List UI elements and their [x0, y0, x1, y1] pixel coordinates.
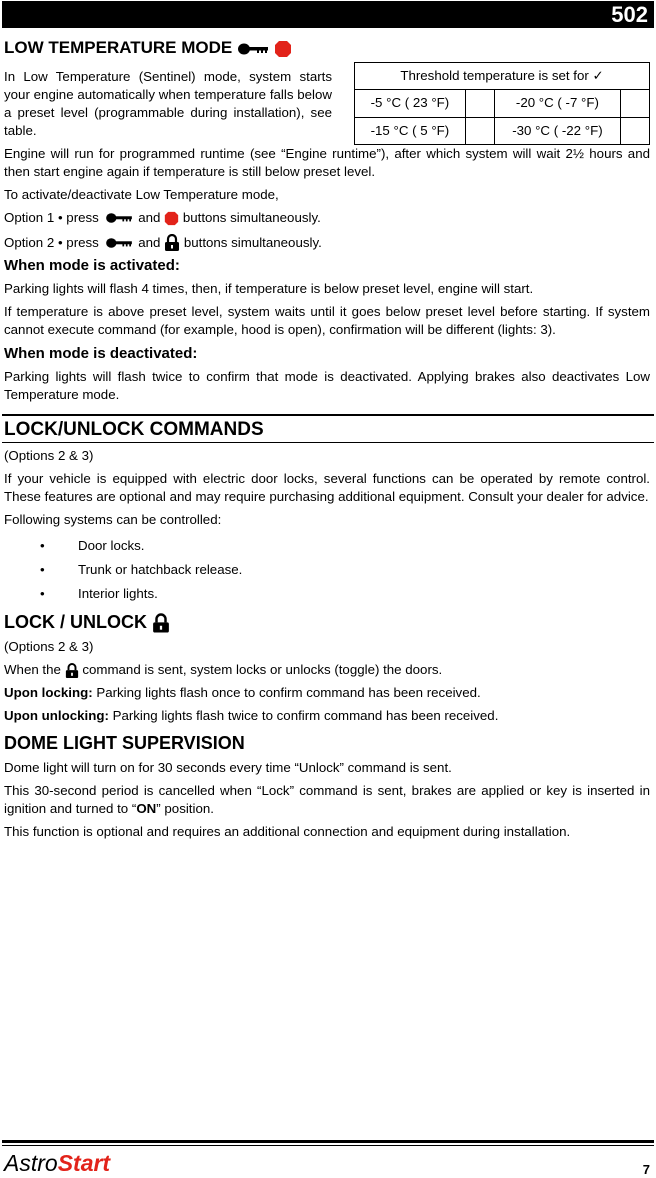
lock-commands-p2: Following systems can be controlled:	[4, 512, 222, 528]
upon-locking: Upon locking: Parking lights flash once to confirm command has been received.	[4, 685, 481, 701]
option2-line	[4, 234, 650, 252]
low-temp-title: LOW TEMPERATURE MODE	[4, 38, 650, 58]
lock-commands-options: (Options 2 & 3)	[4, 448, 94, 464]
lock-commands-title: LOCK/UNLOCK COMMANDS	[4, 419, 264, 441]
threshold-table-header: Threshold temperature is set for ✓	[355, 63, 650, 90]
lock-unlock-options: (Options 2 & 3)	[4, 639, 94, 655]
key-icon	[103, 212, 135, 224]
section-divider	[2, 414, 654, 443]
page-content	[4, 38, 650, 846]
dome-p1: Dome light will turn on for 30 seconds every time “Unlock” command is sent.	[4, 760, 452, 776]
activated-p1: Parking lights will flash 4 times, then, if temperature is below preset level, engine will start.	[4, 281, 534, 297]
key-icon	[103, 237, 135, 249]
table-cell: -5 °C ( 23 °F)	[355, 90, 466, 117]
list-item: • Door locks.	[4, 534, 650, 558]
low-temp-intro	[4, 68, 650, 145]
list-item: • Interior lights.	[4, 582, 650, 606]
lock-commands-p1: If your vehicle is equipped with electric door locks, several functions can be operated by remote control. These features are optional and may require purchasing additional equipment. Consult your dealer for advice.	[4, 471, 650, 505]
checkbox-cell	[465, 117, 494, 144]
option1-tail: buttons simultaneously.	[182, 210, 321, 225]
activate-text: To activate/deactivate Low Temperature mode,	[4, 187, 279, 202]
controllable-systems-list	[4, 534, 650, 606]
dome-title: DOME LIGHT SUPERVISION	[4, 733, 245, 754]
page-code: 502	[611, 2, 648, 27]
low-temp-intro-text: In Low Temperature (Sentinel) mode, system starts your engine automatically when temperature falls below a preset level (programmable during installation), see table.	[4, 69, 332, 138]
checkbox-cell	[621, 90, 650, 117]
padlock-icon	[152, 613, 170, 634]
lock-unlock-title: LOCK / UNLOCK	[4, 612, 650, 634]
option2-and: and	[138, 235, 161, 250]
checkbox-cell	[465, 90, 494, 117]
option1-label: Option 1 • press	[4, 210, 99, 225]
table-row	[355, 90, 650, 117]
option2-tail: buttons simultaneously.	[183, 235, 322, 250]
activated-p2: If temperature is above preset level, system waits until it goes below preset level before starting. If system cannot execute command (for example, hood is open), confirmation will be different (lights: 3).	[4, 304, 650, 338]
stop-octagon-icon	[274, 40, 292, 58]
table-row	[355, 117, 650, 144]
checkbox-cell	[621, 117, 650, 144]
padlock-icon	[65, 663, 79, 679]
option1-and: and	[138, 210, 161, 225]
dome-p3: This function is optional and requires an additional connection and equipment during installation.	[4, 824, 571, 840]
deactivated-title: When mode is deactivated:	[4, 345, 198, 363]
table-cell: -30 °C ( -22 °F)	[494, 117, 620, 144]
dome-p2: This 30-second period is cancelled when “Lock” command is sent, brakes are applied or key is inserted in ignition and turned to “ON” position.	[4, 783, 650, 817]
upon-unlocking: Upon unlocking: Parking lights flash twice to confirm command has been received.	[4, 708, 499, 724]
footer-rule	[2, 1140, 654, 1143]
page-number: 7	[642, 1162, 650, 1177]
footer-rule-thin	[2, 1145, 654, 1146]
threshold-table	[354, 62, 650, 145]
page-header-bar	[2, 1, 654, 28]
option1-line	[4, 209, 650, 227]
astrostart-logo: AstroStart	[4, 1150, 111, 1176]
runtime-text: Engine will run for programmed runtime (see “Engine runtime”), after which system will wait 2½ hours and then start engine again if temperature is still below preset level.	[4, 146, 650, 179]
activated-title: When mode is activated:	[4, 257, 180, 275]
option2-label: Option 2 • press	[4, 235, 99, 250]
lock-unlock-p1: When the command is sent, system locks or unlocks (toggle) the doors.	[4, 662, 443, 678]
list-item: • Trunk or hatchback release.	[4, 558, 650, 582]
table-cell: -20 °C ( -7 °F)	[494, 90, 620, 117]
deactivated-p: Parking lights will flash twice to confirm that mode is deactivated. Applying brakes also deactivates Low Temperature mode.	[4, 369, 650, 403]
stop-octagon-icon	[164, 211, 179, 226]
key-icon	[237, 42, 269, 56]
padlock-icon	[164, 234, 180, 252]
table-cell: -15 °C ( 5 °F)	[355, 117, 466, 144]
